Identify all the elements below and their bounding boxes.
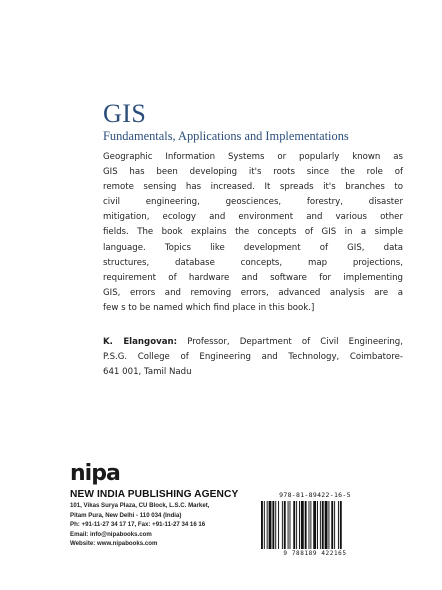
barcode-bar — [317, 501, 318, 549]
barcode-bar — [305, 501, 307, 549]
barcode-bar — [264, 501, 265, 549]
barcode-bar — [272, 501, 274, 549]
publisher-address-2: Pitam Pura, New Delhi - 110 034 (India) — [70, 511, 182, 519]
description-line: requirement of hardware and software for implementing — [103, 272, 403, 283]
description-line: structures, database concepts, map projections, — [103, 257, 403, 268]
barcode-digits: 9 788189 422165 — [283, 550, 347, 557]
barcode-bar — [288, 501, 289, 549]
barcode-bar — [322, 501, 324, 549]
barcode-bar — [320, 501, 321, 549]
description-line: language. Topics like development of GIS, data — [103, 242, 403, 253]
description-line: mitigation, ecology and environment and various other — [103, 212, 403, 223]
barcode-bars — [259, 501, 371, 551]
barcode-bar — [313, 501, 316, 549]
publisher-info — [70, 488, 238, 549]
barcode-bar — [293, 501, 295, 549]
book-subtitle: Fundamentals, Applications and Implementations — [103, 129, 349, 143]
author-name: K. Elangovan: — [103, 337, 178, 347]
barcode-bar — [261, 501, 263, 549]
barcode-bar — [282, 501, 283, 549]
description-line: Geographic Information Systems or popularly known as — [103, 152, 403, 162]
author-line: P.S.G. College of Engineering and Technology, Coimbatore- — [103, 352, 403, 362]
description-line: fields. The book explains the concepts of GIS in a simple — [103, 227, 403, 238]
barcode-bar — [299, 501, 300, 549]
isbn-number: 978-81-89422-16-5 — [279, 491, 351, 499]
nipa-logo — [70, 458, 130, 488]
author-bio — [103, 335, 403, 380]
barcode-bar — [325, 501, 328, 549]
barcode-bar — [331, 501, 333, 549]
publisher-name: NEW INDIA PUBLISHING AGENCY — [70, 489, 239, 500]
description-line: few s to be named which find place in this book.] — [103, 302, 315, 313]
author-line: 641 001, Tamil Nadu — [103, 367, 192, 377]
barcode-bar — [309, 501, 310, 549]
description-line: GIS, errors and removing errors, advanced analysis are a — [103, 287, 403, 298]
author-line — [103, 335, 403, 350]
barcode-bar — [310, 501, 311, 549]
barcode-bar — [278, 501, 279, 549]
barcode-bar — [269, 501, 272, 549]
publisher-phone: Ph: +91-11-27 34 17 17, Fax: +91-11-27 34 16 16 — [70, 521, 206, 528]
description-line: civil engineering, geosciences, forestry, disaster — [103, 197, 403, 208]
book-description — [103, 150, 403, 316]
barcode-bar — [334, 501, 335, 549]
logo-text: nipa — [70, 461, 120, 486]
book-title: GIS — [103, 99, 147, 128]
publisher-address-1: 101, Vikas Surya Plaza, CU Block, L.S.C. Market, — [70, 502, 210, 509]
barcode-bar — [340, 501, 342, 549]
isbn-barcode — [259, 491, 371, 561]
author-role: Professor, Department of Civil Engineering, — [177, 337, 403, 347]
barcode-bar — [301, 501, 304, 549]
barcode-bar — [267, 501, 268, 549]
barcode-bar — [284, 501, 286, 549]
publisher-email: Email: info@nipabooks.com — [70, 530, 152, 538]
barcode-bar — [275, 501, 276, 549]
barcode-bar — [290, 501, 291, 549]
description-line: GIS has been developing it's roots since the role of — [103, 167, 403, 178]
publisher-website: Website: www.nipabooks.com — [70, 540, 158, 547]
barcode-bar — [328, 501, 329, 549]
barcode-bar — [296, 501, 297, 549]
description-line: remote sensing has increased. It spreads it's branches to — [103, 182, 403, 193]
barcode-bar — [338, 501, 339, 549]
